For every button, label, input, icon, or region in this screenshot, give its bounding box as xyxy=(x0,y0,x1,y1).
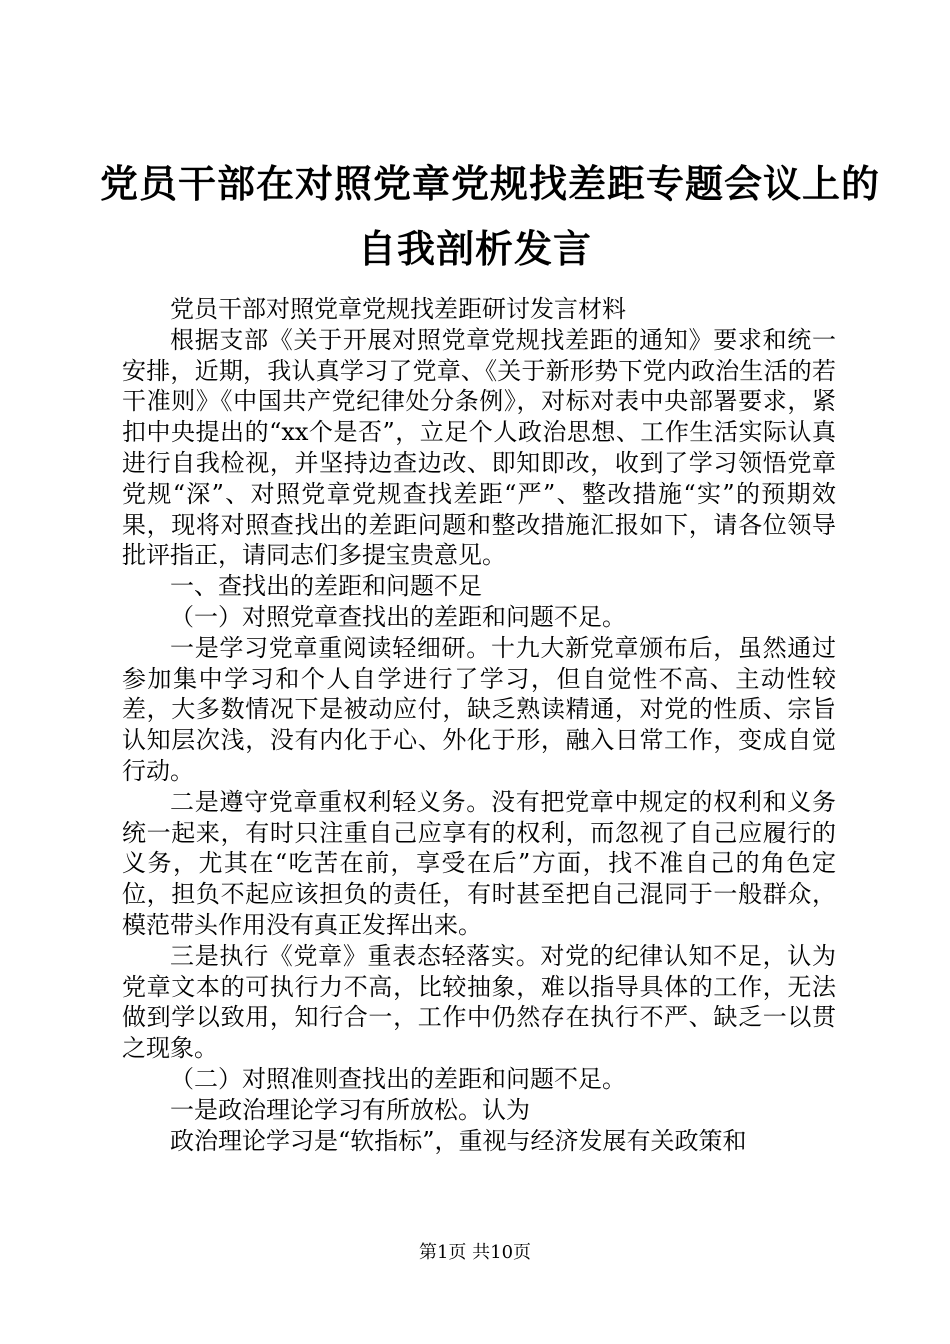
page-number-footer: 第1页 共10页 xyxy=(418,1242,532,1263)
paragraph-point-4: 一是政治理论学习有所放松。认为 xyxy=(170,1095,530,1124)
paragraph-point-1: 一是学习党章重阅读轻细研。十九大新党章颁布后，虽然通过参加集中学习和个人自学进行了学习，但自觉性不高、主动性较差，大多数情况下是被动应付，缺乏熟读精通，对党的性质、宗旨认知层次浅，没有内化于心、外化于形，融入日常工作，变成自觉行动。 xyxy=(122,633,836,785)
subsection-heading-2: （二）对照准则查找出的差距和问题不足。 xyxy=(170,1064,626,1093)
document-title-line-2: 自我剖析发言 xyxy=(357,226,592,271)
section-heading-1: 一、查找出的差距和问题不足 xyxy=(170,572,482,601)
paragraph-point-2: 二是遵守党章重权利轻义务。没有把党章中规定的权利和义务统一起来，有时只注重自己应享有的权利，而忽视了自己应履行的义务，尤其在“吃苦在前，享受在后”方面，找不准自己的角色定位，担负不起应该担负的责任，有时甚至把自己混同于一般群众，模范带头作用没有真正发挥出来。 xyxy=(122,787,836,939)
subsection-heading-1: （一）对照党章查找出的差距和问题不足。 xyxy=(170,602,626,631)
document-title-line-1: 党员干部在对照党章党规找差距专题会议上的 xyxy=(100,161,881,206)
document-body xyxy=(122,294,836,1156)
paragraph-point-3: 三是执行《党章》重表态轻落实。对党的纪律认知不足，认为党章文本的可执行力不高，比较抽象，难以指导具体的工作，无法做到学以致用，知行合一，工作中仍然存在执行不严、缺乏一以贯之现象。 xyxy=(122,941,836,1063)
paragraph-subtitle: 党员干部对照党章党规找差距研讨发言材料 xyxy=(170,295,626,323)
paragraph-intro: 根据支部《关于开展对照党章党规找差距的通知》要求和统一安排，近期，我认真学习了党章、《关于新形势下党内政治生活的若干准则》《中国共产党纪律处分条例》，对标对表中央部署要求，紧扣中央提出的“xx个是否”，立足个人政治思想、工作生活实际认真进行自我检视，并坚持边查边改、即知即改，收到了学习领悟党章党规“深”、对照党章党规查找差距“严”、整改措施“实”的预期效果，现将对照查找出的差距问题和整改措施汇报如下，请各位领导批评指正，请同志们多提宝贵意见。 xyxy=(122,325,836,570)
paragraph-point-4-continued: 政治理论学习是“软指标”，重视与经济发展有关政策和 xyxy=(170,1126,747,1155)
